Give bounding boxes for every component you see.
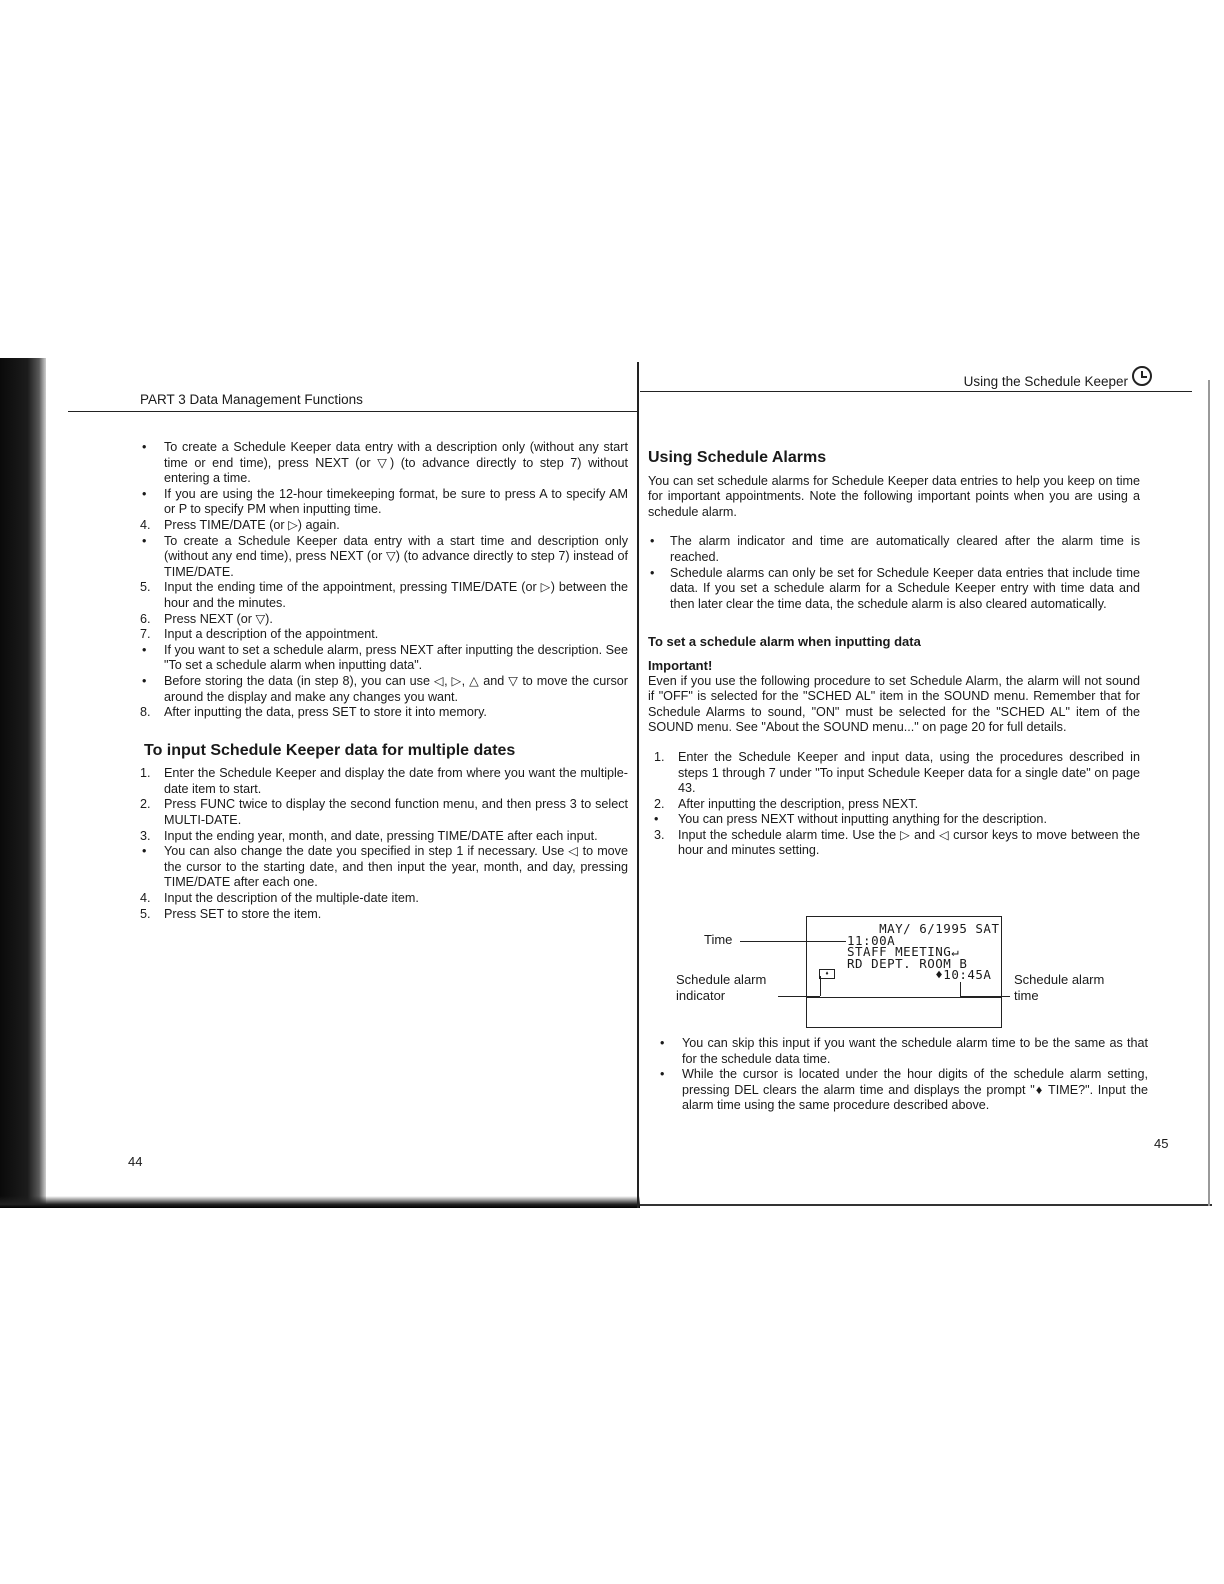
list-item: 3. Input the ending year, month, and date, pressing TIME/DATE after each input. — [140, 828, 598, 843]
list-item: • The alarm indicator and time are automatically cleared after the alarm time is reached. — [650, 534, 1140, 564]
list-item: 6. Press NEXT (or ▽). — [140, 611, 273, 626]
leader-time — [740, 941, 846, 942]
important-label: Important! — [648, 657, 713, 673]
list-item: 2. Press FUNC twice to display the second function menu, and then press 3 to select MULTI-DATE. — [140, 797, 628, 828]
right-content — [648, 450, 1140, 859]
important-paragraph: Even if you use the following procedure to set Schedule Alarm, the alarm will not sound if "OFF" is selected for the "SCHED AL" item in the SOUND menu. Remember that for Schedule Alarms to sound, "ON" must be selected for the "SCHED AL" item of the SOUND menu. See "About the SOUND menu..." on page 20 for full details. — [648, 673, 1140, 735]
list-item: • You can also change the date you specified in step 1 if necessary. Use ◁ to move the cursor to the starting date, and then input the year, month, and day, pressing TIME/DATE after each one. — [142, 844, 628, 890]
clock-icon — [1132, 366, 1152, 386]
list-item: 5. Press SET to store the item. — [140, 906, 322, 921]
list-item: • You can skip this input if you want the schedule alarm time to be the same as that for the schedule data time. — [660, 1036, 1148, 1066]
list-item: 7. Input a description of the appointment. — [140, 627, 379, 642]
page-bottom-edge — [640, 1204, 1212, 1206]
label-time: Time — [704, 932, 733, 947]
list-item: 3. Input the schedule alarm time. Use the ▷ and ◁ cursor keys to move between the hour and minutes setting. — [654, 827, 1140, 858]
running-head-right: Using the Schedule Keeper — [963, 374, 1128, 389]
list-item: 1. Enter the Schedule Keeper and display the date from where you want the multiple-date item to start. — [140, 766, 628, 796]
section-title-multiple-dates: To input Schedule Keeper data for multiple dates — [144, 741, 516, 759]
list-item: • Schedule alarms can only be set for Schedule Keeper data entries that include time data. If you set a schedule alarm for a Schedule Keeper entry with time data and then later clear the time data, the schedule alarm is also cleared automatically. — [650, 565, 1140, 611]
list-item: 4. Input the description of the multiple-date item. — [140, 891, 419, 906]
book-spine — [637, 362, 639, 1208]
list-item: • You can press NEXT without inputting anything for the description. — [654, 812, 1047, 827]
header-rule-left — [68, 411, 638, 412]
subsection-title-alarm-input: To set a schedule alarm when inputting data — [648, 634, 921, 650]
page-right-edge — [1208, 380, 1210, 1206]
leader-indicator — [778, 996, 820, 997]
running-head-left: PART 3 Data Management Functions — [140, 392, 363, 407]
label-alarm-time: Schedule alarm time — [1014, 972, 1105, 1003]
list-item: • To create a Schedule Keeper data entry with a start time and description only (without any end time), press NEXT (or ▽) (to advance directly to step 7) instead of TIME/DATE. — [142, 533, 628, 579]
page-number-right: 45 — [1154, 1136, 1169, 1151]
list-item: • If you are using the 12-hour timekeeping format, be sure to press A to specify AM or P to specify PM when inputting time. — [142, 486, 628, 517]
lcd-text: MAY/ 6/1995 SAT 11:00A STAFF MEETING↵ RD DEPT. ROOM B ♦10:45A — [847, 921, 1000, 982]
steps-list-a — [128, 440, 628, 922]
leader-alarm-time-v — [960, 982, 961, 996]
leader-alarm-time — [960, 996, 1010, 997]
page-number-left: 44 — [128, 1154, 143, 1169]
list-item: • While the cursor is located under the hour digits of the schedule alarm setting, pressing DEL clears the alarm time and displays the prompt "♦ TIME?". Input the alarm time using the same procedure described above. — [660, 1067, 1148, 1113]
lcd-display — [806, 916, 1002, 1028]
list-item: 4. Press TIME/DATE (or ▷) again. — [140, 517, 340, 532]
list-item: 5. Input the ending time of the appointment, pressing TIME/DATE (or ▷) between the hour and the minutes. — [140, 580, 628, 610]
alarm-indicator-icon: ♦ — [819, 969, 835, 979]
lcd-figure — [648, 912, 1168, 1032]
scan-edge-left — [0, 358, 46, 1206]
list-item: 8. After inputting the data, press SET to store it into memory. — [140, 705, 487, 720]
leader-indicator-v — [820, 976, 821, 996]
right-content-after-figure — [648, 1036, 1148, 1114]
list-item: • If you want to set a schedule alarm, press NEXT after inputting the description. See "To set a schedule alarm when inputting data". — [142, 642, 628, 673]
list-item: 1. Enter the Schedule Keeper and input data, using the procedures described in steps 1 through 7 under "To input Schedule Keeper data for a single date" on page 43. — [654, 749, 1140, 796]
lcd-screen — [807, 917, 1001, 998]
header-rule-right — [640, 391, 1192, 392]
section-title-schedule-alarms: Using Schedule Alarms — [648, 449, 827, 466]
intro-paragraph: You can set schedule alarms for Schedule Keeper data entries to help you keep on time for important appointments. Note the following important points when you are using a schedule alarm. — [648, 473, 1140, 519]
list-item: • Before storing the data (in step 8), you can use ◁, ▷, △ and ▽ to move the cursor around the display and make any changes you want. — [142, 673, 628, 704]
scan-edge-bottom — [0, 1196, 640, 1208]
list-item: • To create a Schedule Keeper data entry with a description only (without any start time or end time), press NEXT (or ▽) (to advance directly to step 7) without entering a time. — [142, 440, 628, 486]
label-alarm-indicator: Schedule alarm indicator — [676, 972, 767, 1003]
list-item: 2. After inputting the description, press NEXT. — [654, 796, 919, 811]
